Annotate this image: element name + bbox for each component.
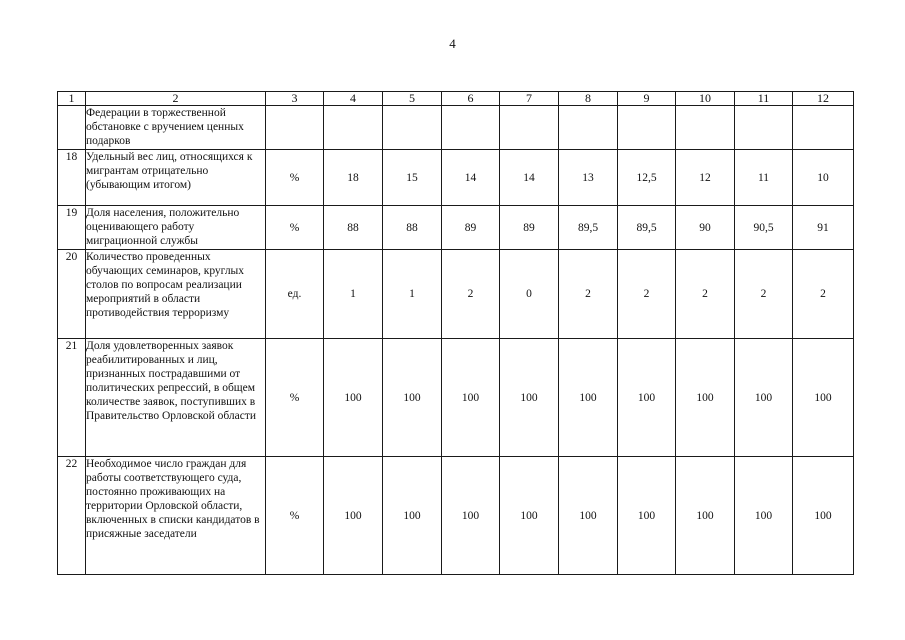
value-cell: 2 — [793, 250, 854, 339]
value-cell: 88 — [324, 206, 383, 250]
value-cell: 15 — [383, 150, 442, 206]
value-cell: 100 — [383, 339, 442, 457]
value-cell: 100 — [735, 339, 793, 457]
value-cell: 100 — [500, 339, 559, 457]
value-cell: 2 — [559, 250, 618, 339]
table-row — [58, 457, 854, 575]
column-header: 12 — [793, 92, 854, 106]
value-cell: 1 — [383, 250, 442, 339]
value-cell: 100 — [442, 457, 500, 575]
unit-cell: ед. — [266, 250, 324, 339]
value-cell: 100 — [559, 339, 618, 457]
value-cell: 100 — [793, 339, 854, 457]
value-cell — [559, 106, 618, 150]
value-cell: 18 — [324, 150, 383, 206]
indicator-name-cell: Необходимое число граждан для работы соответствующего суда, постоянно проживающих на территории Орловской области, включенных в списки кандидатов в присяжные заседатели — [86, 457, 266, 575]
value-cell: 14 — [500, 150, 559, 206]
row-number-cell: 20 — [58, 250, 86, 339]
value-cell: 0 — [500, 250, 559, 339]
value-cell: 91 — [793, 206, 854, 250]
row-number-cell: 21 — [58, 339, 86, 457]
value-cell: 90,5 — [735, 206, 793, 250]
column-header: 3 — [266, 92, 324, 106]
column-header: 5 — [383, 92, 442, 106]
column-header: 2 — [86, 92, 266, 106]
value-cell: 100 — [618, 339, 676, 457]
value-cell: 89,5 — [559, 206, 618, 250]
table-row — [58, 206, 854, 250]
value-cell — [618, 106, 676, 150]
value-cell: 100 — [793, 457, 854, 575]
value-cell: 100 — [500, 457, 559, 575]
column-header: 11 — [735, 92, 793, 106]
page-number: 4 — [449, 36, 456, 51]
table-row — [58, 150, 854, 206]
value-cell — [793, 106, 854, 150]
value-cell: 10 — [793, 150, 854, 206]
value-cell — [676, 106, 735, 150]
unit-cell: % — [266, 339, 324, 457]
column-header: 1 — [58, 92, 86, 106]
value-cell: 12 — [676, 150, 735, 206]
value-cell — [500, 106, 559, 150]
value-cell: 100 — [735, 457, 793, 575]
indicator-table — [57, 91, 854, 575]
value-cell: 100 — [324, 339, 383, 457]
indicator-name-cell: Удельный вес лиц, относящихся к мигрантам отрицательно (убывающим итогом) — [86, 150, 266, 206]
column-header: 6 — [442, 92, 500, 106]
column-header: 9 — [618, 92, 676, 106]
row-number-cell: 19 — [58, 206, 86, 250]
column-header: 7 — [500, 92, 559, 106]
value-cell — [324, 106, 383, 150]
column-header: 8 — [559, 92, 618, 106]
value-cell: 2 — [676, 250, 735, 339]
value-cell: 1 — [324, 250, 383, 339]
column-header: 4 — [324, 92, 383, 106]
table-row — [58, 250, 854, 339]
value-cell: 100 — [559, 457, 618, 575]
unit-cell: % — [266, 457, 324, 575]
unit-cell — [266, 106, 324, 150]
value-cell: 100 — [676, 457, 735, 575]
value-cell: 88 — [383, 206, 442, 250]
value-cell: 2 — [735, 250, 793, 339]
unit-cell: % — [266, 150, 324, 206]
row-number-cell: 18 — [58, 150, 86, 206]
indicator-name-cell: Количество проведенных обучающих семинаров, круглых столов по вопросам реализации мероприятий в области противодействия терроризму — [86, 250, 266, 339]
table-row — [58, 106, 854, 150]
value-cell: 89,5 — [618, 206, 676, 250]
row-number-cell — [58, 106, 86, 150]
unit-cell: % — [266, 206, 324, 250]
value-cell: 100 — [383, 457, 442, 575]
value-cell: 100 — [442, 339, 500, 457]
value-cell: 12,5 — [618, 150, 676, 206]
value-cell: 89 — [500, 206, 559, 250]
value-cell: 89 — [442, 206, 500, 250]
value-cell: 90 — [676, 206, 735, 250]
indicator-name-cell: Доля населения, положительно оценивающего работу миграционной службы — [86, 206, 266, 250]
value-cell: 2 — [442, 250, 500, 339]
value-cell — [383, 106, 442, 150]
indicator-name-cell: Доля удовлетворенных заявок реабилитированных и лиц, признанных пострадавшими от политических репрессий, в общем количестве заявок, поступивших в Правительство Орловской области — [86, 339, 266, 457]
value-cell: 2 — [618, 250, 676, 339]
value-cell: 100 — [618, 457, 676, 575]
value-cell: 13 — [559, 150, 618, 206]
indicator-name-cell: Федерации в торжественной обстановке с вручением ценных подарков — [86, 106, 266, 150]
value-cell — [735, 106, 793, 150]
table-header-row — [58, 92, 854, 106]
value-cell — [442, 106, 500, 150]
row-number-cell: 22 — [58, 457, 86, 575]
column-header: 10 — [676, 92, 735, 106]
value-cell: 100 — [676, 339, 735, 457]
value-cell: 14 — [442, 150, 500, 206]
value-cell: 100 — [324, 457, 383, 575]
table-row — [58, 339, 854, 457]
value-cell: 11 — [735, 150, 793, 206]
